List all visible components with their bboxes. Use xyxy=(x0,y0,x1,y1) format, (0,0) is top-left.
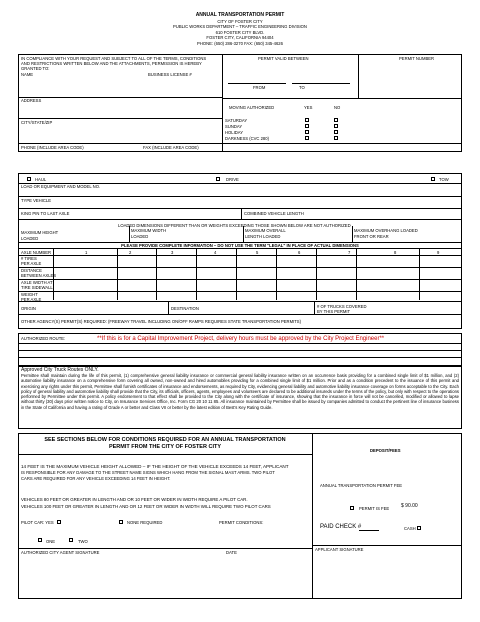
no-header: NO xyxy=(334,105,341,110)
business-license-label: BUSINESS LICENSE # xyxy=(148,72,192,77)
tow-label: TOW xyxy=(439,177,449,182)
one-pilot-checkbox[interactable] xyxy=(38,538,42,542)
axle-number-label: AXLE NUMBER xyxy=(21,250,52,255)
provide-info-note: PLEASE PROVIDE COMPLETE INFORMATION – DO NOT USE THE TERM "LEGAL" IN PLACE OF ACTUAL DIMENSIONS xyxy=(121,243,359,248)
drive-label: DRIVE xyxy=(226,177,239,182)
sunday-no-checkbox[interactable] xyxy=(334,124,338,128)
drive-checkbox[interactable] xyxy=(216,177,220,181)
axle-5: 5 xyxy=(256,250,259,255)
see-sections-line-2: PERMIT FROM THE CITY OF FOSTER CITY xyxy=(108,444,222,450)
tires-label-1: # TIRES xyxy=(21,256,37,261)
fax-label: FAX (INCLUDE AREA CODE) xyxy=(143,145,199,150)
darkness-label: DARKNESS (CVC 280) xyxy=(225,136,269,141)
cip-note: **If this is for a Capital Improvement Project, delivery hours must be approved by the City Project Engineer** xyxy=(97,336,385,342)
compliance-line-2: AND RESTRICTIONS WRITTEN BELOW AND THE ATTACHMENTS, PERMISSION IS HEREBY xyxy=(21,61,202,66)
holiday-no-checkbox[interactable] xyxy=(334,130,338,134)
trucks-covered-label-2: BY THIS PERMIT xyxy=(317,309,351,314)
city-name: CITY OF FOSTER CITY xyxy=(217,19,263,24)
haul-label: HAUL xyxy=(35,177,47,182)
trucks-covered-label-1: # OF TRUCKS COVERED xyxy=(317,304,367,309)
load-equipment-label: LOAD OR EQUIPMENT AND MODEL NO. xyxy=(21,184,101,189)
moving-authorized-label: MOVING AUTHORIZED xyxy=(229,105,275,110)
axle-width-label-1: AXLE WIDTH AT xyxy=(21,280,53,285)
axle-width-label-2: TIRE SIDEWALL xyxy=(21,285,53,290)
address-line-2: FOSTER CITY, CALIFORNIA 94404 xyxy=(206,35,274,40)
address-line-1: 610 FOSTER CITY BLVD. xyxy=(215,29,265,35)
holiday-yes-checkbox[interactable] xyxy=(305,130,309,134)
combined-length-label: COMBINED VEHICLE LENGTH xyxy=(244,211,304,216)
compliance-line-3: GRANTED TO: xyxy=(21,66,50,71)
type-vehicle-label: TYPE VEHICLE xyxy=(21,198,52,203)
permit-fee-checkbox[interactable] xyxy=(350,506,354,510)
saturday-no-checkbox[interactable] xyxy=(334,118,338,122)
kingpin-label: KING PIN TO LAST AXLE xyxy=(21,211,70,216)
date-label: DATE xyxy=(226,550,237,555)
pilot-note-1: VEHICLES 80 FEET OR GREATER IN LENGTH AND OR 10 FEET OR WIDER IN WIDTH REQUIRE A PILOT CAR. xyxy=(21,497,248,502)
sunday-label: SUNDAY xyxy=(225,124,243,129)
one-label: ONE xyxy=(46,539,56,544)
darkness-yes-checkbox[interactable] xyxy=(305,136,309,140)
permit-number-label: PERMIT NUMBER xyxy=(399,56,435,61)
max-height-label-2: LOADED xyxy=(21,236,39,241)
axle-4: 4 xyxy=(214,250,217,255)
weight-label-2: PER AXLE xyxy=(21,297,42,302)
name-label: NAME xyxy=(21,72,34,77)
max-height-label-1: MAXIMUM HEIGHT xyxy=(21,230,59,235)
max-length-label-2: LENGTH LOADED xyxy=(245,234,281,239)
axle-9: 9 xyxy=(437,250,440,255)
department-name: PUBLIC WORKS DEPARTMENT – TRAFFIC ENGINEERING DIVISION xyxy=(173,24,307,29)
pilot-car-label: PILOT CAR: YES xyxy=(21,520,54,525)
height-note-2: IS RESPONSIBLE FOR ANY DAMAGE TO THE STREET NAME SIGNS WHICH HANG FROM THE SIGNAL MAST ARMS. TWO PILOT xyxy=(21,470,275,475)
height-note-3: CARS ARE REQUIRED FOR ANY VEHICLE EXCEEDING 14 FEET IN HEIGHT. xyxy=(21,476,171,481)
none-required-checkbox[interactable] xyxy=(119,520,123,524)
two-label: TWO xyxy=(78,539,88,544)
phone-label: PHONE (INCLUDE AREA CODE) xyxy=(21,145,84,150)
annual-fee-label: ANNUAL TRANSPORTATION PERMIT FEE xyxy=(320,483,403,488)
weight-label-1: WEIGHT xyxy=(21,292,38,297)
loaded-dimensions-note: LOADED DIMENSIONS DIFFERENT THAN OR WEIGHTS EXCEEDING THOSE SHOWN BELOW ARE NOT AUTHORIZED xyxy=(118,222,351,228)
distance-label-2: BETWEEN AXLES xyxy=(21,273,57,278)
tow-checkbox[interactable] xyxy=(431,177,435,181)
pilot-note-2: VEHICLES 100 FEET OR GREATER IN LENGTH AND OR 12 FEET OR WIDER IN WIDTH WILL REQUIRE TWO PILOT CARS xyxy=(21,504,271,509)
applicant-signature-label: APPLICANT SIGNATURE xyxy=(315,547,364,552)
axle-2: 2 xyxy=(129,250,132,255)
axle-8: 8 xyxy=(394,250,397,255)
max-length-label-1: MAXIMUM OVERALL xyxy=(245,228,286,233)
deposit-fees-label: DEPOSIT/FEES xyxy=(370,448,401,453)
other-agency-label: OTHER AGENCY(S) PERMIT(S) REQUIRED: (FREEWAY TRAVEL INCLUDING ON/OFF RAMPS REQUIRES STATE TRANSPORTATION PERMITS) xyxy=(21,319,301,324)
destination-label: DESTINATION xyxy=(171,306,199,311)
see-sections-line-1: SEE SECTIONS BELOW FOR CONDITIONS REQUIRED FOR AN ANNUAL TRANSPORTATION xyxy=(44,437,286,443)
max-width-label-1: MAXIMUM WIDTH xyxy=(131,228,167,233)
paid-check-label: PAID CHECK # xyxy=(320,524,362,530)
to-label: TO xyxy=(299,85,305,90)
approved-routes-text: Approved City Truck Routes ONLY. xyxy=(21,367,99,373)
authorized-route-label: AUTHORIZED ROUTE: xyxy=(21,336,66,341)
form-title: ANNUAL TRANSPORTATION PERMIT xyxy=(195,12,285,18)
from-label: FROM xyxy=(253,85,266,90)
haul-checkbox[interactable] xyxy=(27,177,31,181)
distance-label-1: DISTANCE xyxy=(21,268,42,273)
two-pilot-checkbox[interactable] xyxy=(69,538,73,542)
permit-fee-label: PERMIT IS FEE xyxy=(359,506,390,511)
height-note-1: 14 FEET IS THE MAXIMUM VEHICLE HEIGHT ALLOWED – IF THE HEIGHT OF THE VEHICLE EXCEEDS 14 FEET, APPLICANT xyxy=(21,464,289,469)
conditions-section xyxy=(18,433,462,599)
agent-signature-label: AUTHORIZED CITY AGENT SIGNATURE xyxy=(21,550,100,555)
holiday-label: HOLIDAY xyxy=(225,130,244,135)
axle-3: 3 xyxy=(171,250,174,255)
saturday-label: SATURDAY xyxy=(225,118,248,123)
max-width-label-2: LOADED xyxy=(131,234,149,239)
axle-7: 7 xyxy=(348,250,351,255)
overhang-label-1: MAXIMUM OVERHANG LOADED xyxy=(354,228,418,233)
pilot-car-yes-checkbox[interactable] xyxy=(57,520,61,524)
cash-label: CASH xyxy=(404,526,416,531)
overhang-label-2: FRONT OR REAR xyxy=(354,234,389,239)
permit-conditions-label: PERMIT CONDITIONS: xyxy=(219,520,264,525)
phone-fax-line: PHONE: (650) 286-3270 FAX: (650) 345-4626 xyxy=(197,40,283,46)
compliance-line-1: IN COMPLIANCE WITH YOUR REQUEST AND SUBJECT TO ALL OF THE TERMS, CONDITIONS xyxy=(21,56,207,61)
cash-checkbox[interactable] xyxy=(417,526,421,530)
saturday-yes-checkbox[interactable] xyxy=(305,118,309,122)
city-state-zip-label: CITY/STATE/ZIP xyxy=(21,120,53,125)
darkness-no-checkbox[interactable] xyxy=(334,136,338,140)
insurance-paragraph: Permittee shall maintain during the life of this permit, (1) comprehensive general liability insurance or commercial general liability insurance written on an occurrence basis providing for a combined single limit of $1 million, and (2) automotive liability insurance on a comprehensive form covering all owned, non-owned and hired automobiles providing for a combined single limit of $1 million. Prior and as a condition precedent to the issuance of this permit and exercising any rights under this permit, Permittee shall furnish certificates of insurance and endorsements, as required by City, evidencing general liability and automotive liability insurance coverage on forms acceptable to the City. Each policy of general liability and automotive liability shall provide that the City, its officials, officers, agents, employees and volunteers are declared to be additional insureds under the terms of the policy, but only with respect to the operations performed by Permittee under this permit. A policy endorsement to that effect shall be provided to the City along with the certificate of insurance, showing that the insurance in force will not be cancelled, modified or allowed to lapse without thirty (30) days prior written notice to City, on Insurance Services Office, Inc. Form CG 20 10 11 85. All insurance maintained by Permittee shall be issued by companies admitted to conduct the pertinent line of insurance business in the State of California and having a rating of Grade A or better and Class VII or better by the latest edition of Best's Key Rating Guide. xyxy=(21,373,459,410)
yes-header: YES xyxy=(304,105,313,110)
none-required-label: NONE REQUIRED xyxy=(127,520,163,525)
axle-6: 6 xyxy=(298,250,301,255)
fee-amount: $ 90.00 xyxy=(401,503,418,509)
sunday-yes-checkbox[interactable] xyxy=(305,124,309,128)
address-label: ADDRESS xyxy=(21,98,42,103)
tires-label-2: PER AXLE xyxy=(21,261,42,266)
origin-label: ORIGIN xyxy=(21,306,36,311)
axle-1: 1 xyxy=(85,250,88,255)
permit-valid-label: PERMIT VALID BETWEEN xyxy=(258,56,309,61)
